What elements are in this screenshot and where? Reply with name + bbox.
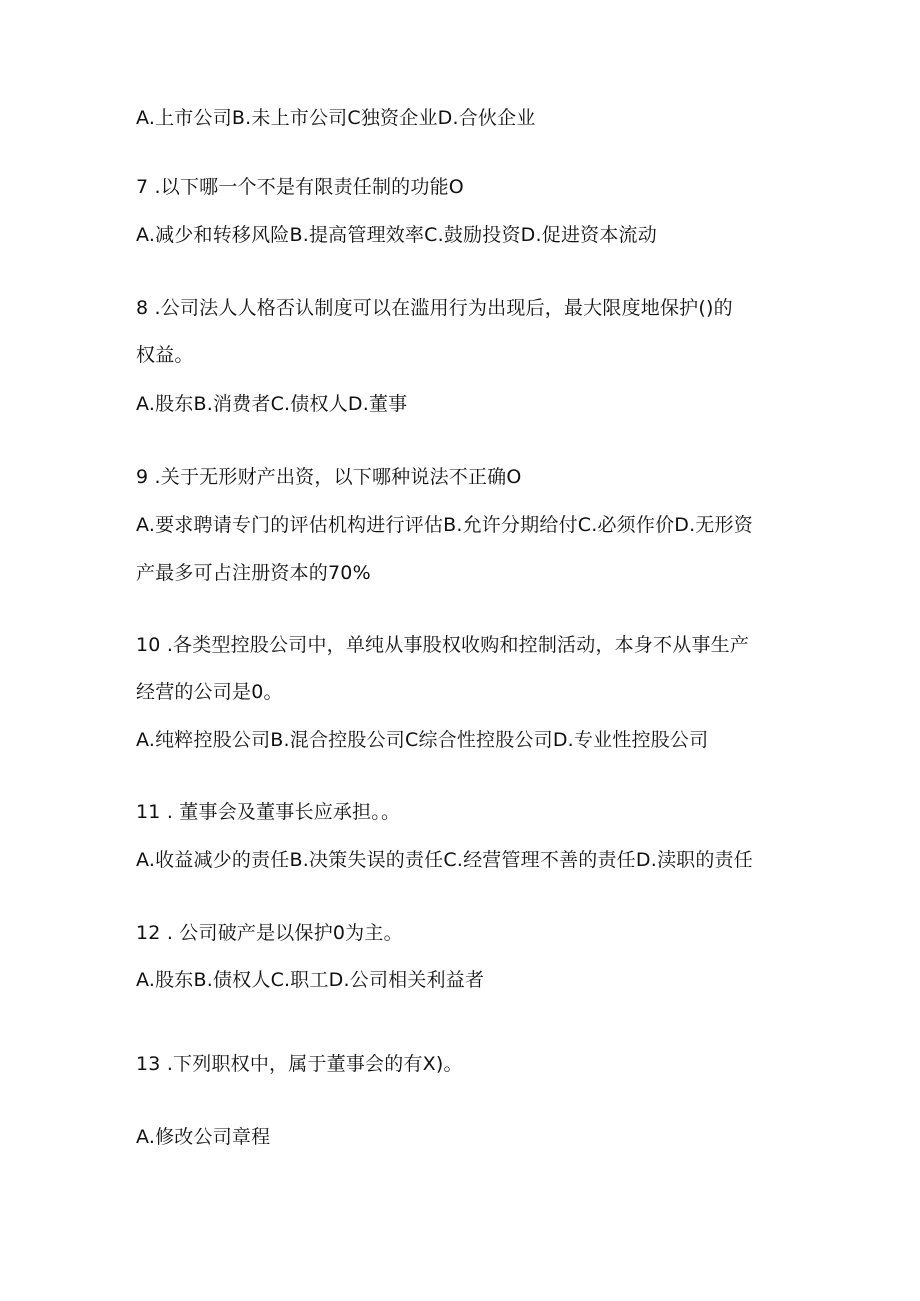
- q10-question-line2: 经营的公司是0。: [136, 681, 283, 703]
- q13-question: 13 .下列职权中，属于董事会的有X)。: [136, 1053, 463, 1075]
- q9-options-line1: A.要求聘请专门的评估机构进行评估B.允许分期给付C.必须作价D.无形资: [136, 514, 753, 536]
- q8-question-line1: 8 .公司法人人格否认制度可以在滥用行为出现后，最大限度地保护()的: [136, 297, 733, 319]
- q12-question: 12 . 公司破产是以保护0为主。: [136, 922, 403, 944]
- q11-options: A.收益减少的责任B.决策失误的责任C.经营管理不善的责任D.渎职的责任: [136, 849, 753, 871]
- q13-option-a: A.修改公司章程: [136, 1126, 271, 1148]
- q12-options: A.股东B.债权人C.职工D.公司相关利益者: [136, 969, 485, 991]
- q10-options: A.纯粹控股公司B.混合控股公司C综合性控股公司D.专业性控股公司: [136, 729, 709, 751]
- q7-question: 7 .以下哪一个不是有限责任制的功能O: [136, 176, 464, 198]
- q8-question-line2: 权益。: [136, 344, 194, 366]
- q11-question: 11 . 董事会及董事长应承担。。: [136, 801, 401, 823]
- q10-question-line1: 10 .各类型控股公司中，单纯从事股权收购和控制活动，本身不从事生产: [136, 634, 750, 656]
- q9-question: 9 .关于无形财产出资，以下哪种说法不正确O: [136, 466, 522, 488]
- q8-options: A.股东B.消费者C.债权人D.董事: [136, 393, 408, 415]
- q7-options: A.减少和转移风险B.提高管理效率C.鼓励投资D.促进资本流动: [136, 224, 657, 246]
- q6-options: A.上市公司B.未上市公司C独资企业D.合伙企业: [136, 107, 536, 129]
- q9-options-line2: 产最多可占注册资本的70%: [136, 562, 371, 584]
